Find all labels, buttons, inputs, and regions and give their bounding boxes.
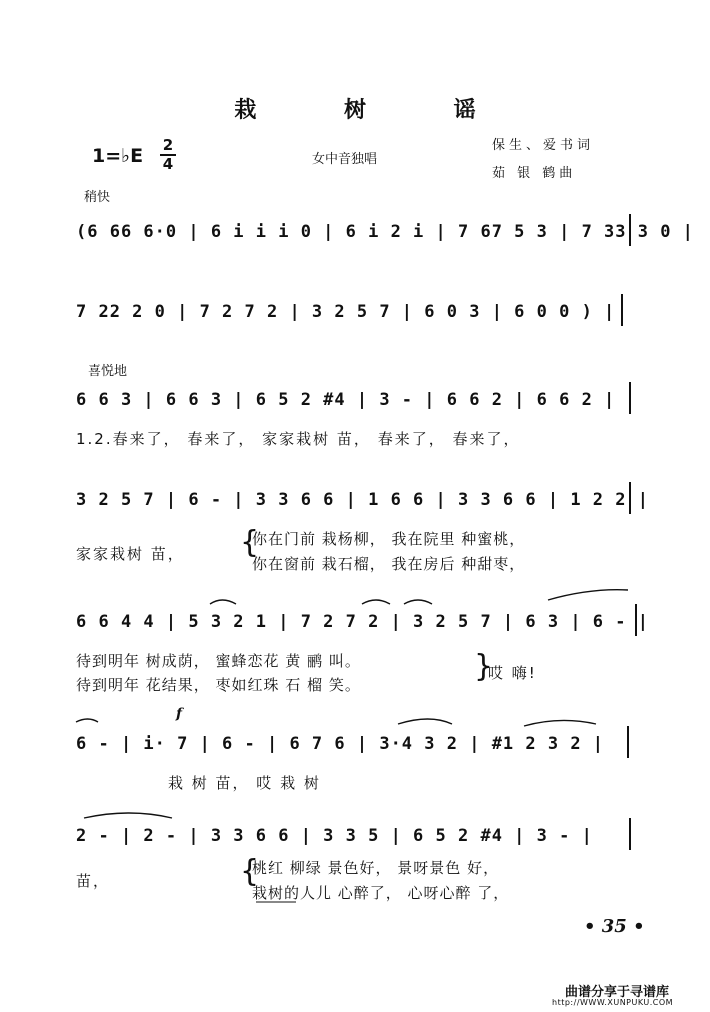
tie-arc-2 [76,719,98,722]
lyric-line-5c: 栽树的人儿 心醉了， 心呀心醉 了， [252,884,510,902]
lyric-line-2c: 你在窗前 栽石榴， 我在房后 种甜枣， [252,555,526,573]
lyricist-credit: 保生、爱书词 [492,138,595,153]
lyric-brace-1: { [240,525,260,560]
key-signature: 1=♭E [92,145,144,167]
slur-arc-4 [524,720,596,726]
composer-credit: 茹 银 鹤曲 [492,166,577,181]
score-line-4: 3 2 5 7 | 6 - | 3 3 6 6 | 1 6 6 | 3 3 6 6 | 1 2 2 | [76,490,649,510]
tie-arc-5 [84,813,172,818]
slur-arc-8 [404,600,432,604]
lyric-line-3b: 待到明年 花结果， 枣如红珠 石 榴 笑。 [76,676,361,694]
score-line-6: 6 - | i· 7 | 6 - | 6 7 6 | 3·4 3 2 | #1 2 3 2 | [76,734,605,754]
lyric-brace-2: } [474,649,494,684]
slur-arc-3 [398,719,452,724]
score-line-1: (6 66 6·0 | 6 i i i 0 | 6 i 2 i | 7 67 5 3 | 7 33 3 0 | [76,222,694,242]
watermark-url: http://WWW.XUNPUKU.COM [552,998,674,1007]
score-line-3: 6 6 3 | 6 6 3 | 6 5 2 #4 | 3 - | 6 6 2 | 6 6 2 | [76,390,616,410]
lyric-line-1: 1.2.春来了， 春来了， 家家栽树 苗， 春来了， 春来了， [76,430,521,448]
score-line-7: 2 - | 2 - | 3 3 6 6 | 3 3 5 | 6 5 2 #4 | 3 - | [76,826,593,846]
watermark-text: 曲谱分享于寻谱库 [565,985,670,1000]
tempo-mark-intro: 稍快 [84,190,111,205]
score-line-5: 6 6 4 4 | 5 3 2 1 | 7 2 7 2 | 3 2 5 7 | 6 3 | 6 - | [76,612,649,632]
lyric-line-2b: 你在门前 栽杨柳， 我在院里 种蜜桃， [252,530,526,548]
performance-note: 女中音独唱 [312,152,378,167]
page-number: • 35 • [584,916,645,937]
slur-arc-7 [362,600,390,604]
lyric-line-2a: 家家栽树 苗， [76,545,185,563]
song-title: 栽 树 谣 [234,98,516,123]
time-signature-top: 2 [162,136,174,154]
tempo-mark-verse: 喜悦地 [88,364,128,379]
dynamic-forte: f [176,706,183,722]
lyric-line-4: 栽 树 苗， 哎 栽 树 [168,774,321,792]
lyric-line-5b: 桃红 柳绿 景色好， 景呀景色 好， [252,859,500,877]
lyric-line-5a: 苗， [76,872,111,890]
tie-arc-1 [548,590,628,600]
lyric-line-3-end: 哎 嗨! [488,664,537,682]
lyric-line-3a: 待到明年 树成荫， 蜜蜂恋花 黄 鹂 叫。 [76,652,361,670]
score-line-2: 7 22 2 0 | 7 2 7 2 | 3 2 5 7 | 6 0 3 | 6 0 0 ) | [76,302,616,322]
lyric-brace-3: { [240,854,260,889]
time-signature-bottom: 4 [162,155,174,173]
slur-arc-6 [210,600,236,604]
